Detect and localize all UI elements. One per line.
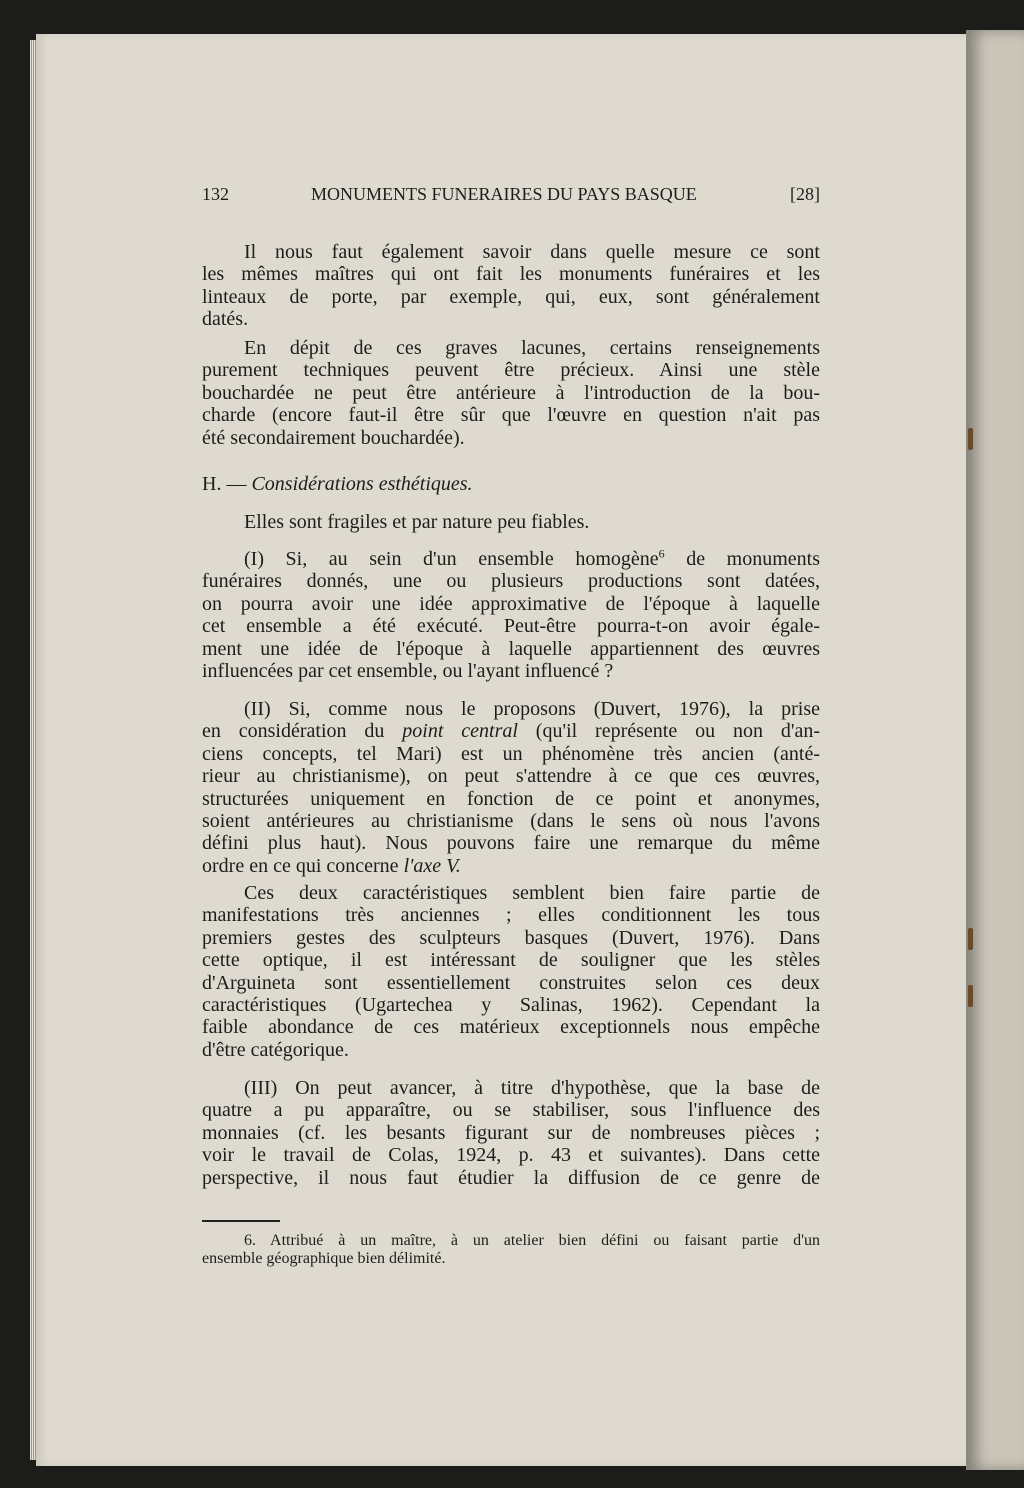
text-line: (III) On peut avancer, à titre d'hypothèse, que la base de [244, 1077, 820, 1099]
text-segment: ordre en ce qui concerne [202, 854, 404, 877]
text-line: linteaux de porte, par exemple, qui, eux, sont généralement [202, 285, 820, 308]
page-number: 132 [202, 184, 229, 204]
text-line: perspective, il nous faut étudier la diffusion de ce genre de [202, 1166, 820, 1189]
text-line: Il nous faut également savoir dans quelle mesure ce sont [244, 241, 820, 263]
text-line: ment une idée de l'époque à laquelle appartiennent des œuvres [202, 637, 820, 660]
italic-text: Considérations esthétiques. [251, 473, 473, 495]
paragraph [202, 1077, 820, 1189]
text-line: premiers gestes des sculpteurs basques (Duvert, 1976). Dans [202, 926, 820, 949]
text-line: les mêmes maîtres qui ont fait les monuments funéraires et les [202, 263, 820, 286]
footnote-reference[interactable]: 6 [658, 546, 665, 561]
text-segment: (I) Si, au sein d'un ensemble homogène [244, 548, 659, 570]
text-segment: H. — [202, 473, 252, 495]
text-segment: en considération du [202, 720, 403, 743]
paragraph [202, 698, 820, 877]
text-line: structurées uniquement en fonction de ce point et anonymes, [202, 787, 820, 810]
text-segment: (qu'il représente ou non d'an- [517, 720, 821, 743]
text-line: charde (encore faut-il être sûr que l'œuvre en question n'ait pas [202, 404, 820, 427]
text-line: ciens concepts, tel Mari) est un phénomène très ancien (anté- [202, 742, 820, 765]
page-tab-marker [968, 985, 973, 1007]
text-line: cet ensemble a été exécuté. Peut-être pourra-t-on avoir égale- [202, 615, 820, 638]
section-heading [202, 473, 820, 495]
text-line: défini plus haut). Nous pouvons faire une remarque du même [202, 832, 820, 855]
text-line: d'être catégorique. [202, 1038, 349, 1061]
footnote [202, 1232, 820, 1268]
text-line: manifestations très anciennes ; elles conditionnent les tous [202, 904, 820, 927]
text-line: (II) Si, comme nous le proposons (Duvert, 1976), la prise [244, 698, 820, 720]
text-segment: de monuments [664, 548, 820, 570]
facing-page-edge [966, 30, 1024, 1470]
paragraph [202, 882, 820, 1061]
text-line [202, 548, 820, 570]
text-line: monnaies (cf. les besants figurant sur de nombreuses pièces ; [202, 1121, 820, 1144]
running-header [202, 184, 820, 208]
text-line: faible abondance de ces matérieux exceptionnels nous empêche [202, 1016, 820, 1039]
text-line: été secondairement bouchardée). [202, 426, 465, 449]
text-line: Ces deux caractéristiques semblent bien faire partie de [244, 882, 820, 904]
text-line: Elles sont fragiles et par nature peu fiables. [244, 511, 590, 533]
text-line: purement techniques peuvent être précieux. Ainsi une stèle [202, 359, 820, 382]
footnote-rule [202, 1220, 280, 1222]
paragraph [202, 473, 820, 495]
text-line: funéraires donnés, une ou plusieurs productions sont datées, [202, 570, 820, 593]
page-tab-marker [968, 428, 973, 450]
running-title: MONUMENTS FUNERAIRES DU PAYS BASQUE [311, 184, 697, 204]
italic-text: l'axe V. [403, 854, 461, 877]
paragraph [202, 511, 820, 533]
paragraph [202, 337, 820, 449]
text-line: rieur au christianisme), on peut s'attendre à ce que ces œuvres, [202, 765, 820, 788]
paragraph [202, 548, 820, 682]
paragraph [202, 241, 820, 331]
text-line: bouchardée ne peut être antérieure à l'introduction de la bou- [202, 381, 820, 404]
text-line: cette optique, il est intéressant de souligner que les stèles [202, 949, 820, 972]
text-line [202, 720, 820, 742]
text-line: d'Arguineta sont essentiellement construites selon ces deux [202, 971, 820, 994]
text-line: on pourra avoir une idée approximative de l'époque à laquelle [202, 592, 820, 615]
text-line: influencées par cet ensemble, ou l'ayant influencé ? [202, 659, 614, 682]
text-line: quatre a pu apparaître, ou se stabiliser, sous l'influence des [202, 1099, 820, 1122]
page-tab-marker [968, 928, 973, 950]
text-line: voir le travail de Colas, 1924, p. 43 et suivantes). Dans cette [202, 1144, 820, 1167]
section-number: [28] [790, 184, 820, 204]
italic-text: point central [402, 720, 518, 743]
footnote-line: ensemble géographique bien délimité. [202, 1250, 446, 1267]
text-line: caractéristiques (Ugartechea y Salinas, 1962). Cependant la [202, 993, 820, 1016]
footnote-line: 6. Attribué à un maître, à un atelier bien défini ou faisant partie d'un [244, 1232, 820, 1249]
text-line: soient antérieures au christianisme (dans le sens où nous l'avons [202, 809, 820, 832]
text-line: datés. [202, 308, 249, 331]
text-line: En dépit de ces graves lacunes, certains renseignements [244, 337, 820, 359]
text-line [202, 855, 820, 877]
